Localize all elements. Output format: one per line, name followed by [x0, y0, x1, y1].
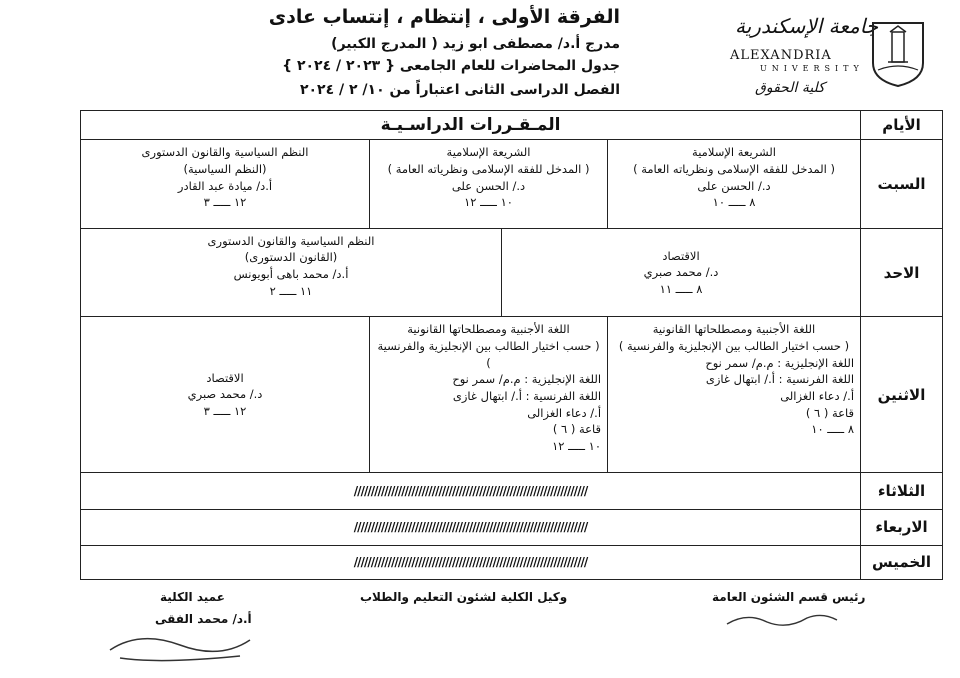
course-name: اللغة الأجنبية ومصطلحاتها القانونية [407, 322, 570, 337]
monday-slot-3 [81, 317, 370, 473]
monday-slot-1 [608, 317, 861, 473]
time: ١٠ ـــــ ١٢ [464, 195, 513, 210]
teacher: أ.د/ ميادة عبد القادر [177, 178, 273, 193]
university-name-english: ALEXANDRIA [730, 48, 832, 63]
time: ٨ ـــــ ١١ [659, 281, 703, 296]
teacher: د./ محمد صبري [643, 265, 719, 280]
time: ٨ ـــــ ١٠ [712, 195, 756, 210]
dean-name: أ.د/ محمد الفقى [155, 612, 252, 626]
course-name: النظم السياسية والقانون الدستورى [207, 233, 375, 248]
hall-line: مدرج أ.د/ مصطفى ابو زيد ( المدرج الكبير) [331, 36, 620, 52]
days-header: الأيام [861, 111, 943, 140]
room: قاعة ( ٦ ) [805, 405, 855, 420]
course-sub: ( حسب اختيار الطالب بين الإنجليزية والفرنسية ) [618, 338, 850, 353]
english-teacher: اللغة الإنجليزية : م.م/ سمر نوح [452, 372, 602, 387]
french-teacher: اللغة الفرنسية : أ./ ابتهال غازى [705, 372, 855, 387]
department-head-title: رئيس قسم الشئون العامة [712, 590, 866, 604]
course-sub: (النظم السياسية) [183, 161, 267, 176]
time: ٨ ـــــ ١٠ [811, 422, 855, 437]
faculty-name: كلية الحقوق [755, 80, 825, 96]
vice-dean-title: وكيل الكلية لشئون التعليم والطلاب [360, 590, 568, 604]
course-sub: ( المدخل للفقه الإسلامى ونظرياته العامة ) [387, 161, 590, 176]
course-name: الشريعة الإسلامية [446, 145, 531, 160]
day-monday: الاثنين [861, 317, 943, 473]
french-teacher-2: أ./ دعاء الغزالى [780, 388, 855, 403]
course-name: الاقتصاد [206, 370, 244, 385]
teacher: د./ الحسن على [451, 178, 526, 193]
dean-signature-icon [100, 620, 260, 668]
room: قاعة ( ٦ ) [552, 422, 602, 437]
course-sub: ( المدخل للفقه الإسلامى ونظرياته العامة ) [633, 161, 835, 176]
teacher: د./ الحسن على [697, 178, 771, 193]
semester-line: الفصل الدراسى الثانى اعتباراً من ١٠/ ٢ / ٢٠٢٤ [299, 82, 620, 98]
time: ١٠ ـــــ ١٢ [552, 439, 602, 453]
schedule-table [80, 110, 943, 580]
wednesday-empty: ///////////////////////////////////////////////////////////////////// [81, 509, 861, 545]
academic-year-line: جدول المحاضرات للعام الجامعى { ٢٠٢٣ / ٢٠٢٤ } [282, 58, 620, 74]
saturday-slot-2 [370, 140, 608, 229]
tuesday-empty: ///////////////////////////////////////////////////////////////////// [81, 473, 861, 509]
saturday-slot-3 [81, 140, 370, 229]
french-teacher-2: أ./ دعاء الغزالى [527, 405, 602, 420]
monday-slot-2 [370, 317, 608, 473]
university-subtitle: UNIVERSITY [760, 64, 864, 73]
university-name-arabic: جامعة الإسكندرية [735, 14, 879, 38]
time: ١٢ ـــــ ٣ [203, 404, 247, 419]
course-name: النظم السياسية والقانون الدستورى [141, 145, 309, 160]
day-saturday: السبت [861, 140, 943, 229]
time: ١٢ ـــــ ٣ [203, 195, 247, 210]
day-thursday: الخميس [861, 545, 943, 579]
page-title: الفرقة الأولى ، إنتظام ، إنتساب عادى [268, 6, 620, 28]
day-wednesday: الاربعاء [861, 509, 943, 545]
english-teacher: اللغة الإنجليزية : م.م/ سمر نوح [705, 355, 855, 370]
teacher: د./ محمد صبري [187, 387, 263, 402]
course-name: الاقتصاد [662, 248, 700, 263]
time: ١١ ـــــ ٢ [269, 283, 313, 298]
course-name: الشريعة الإسلامية [692, 145, 776, 160]
course-sub: ( حسب اختيار الطالب بين الإنجليزية والفرنسية ) [377, 338, 600, 370]
sunday-slot-1 [502, 228, 861, 317]
department-head-signature-icon [722, 606, 842, 632]
saturday-slot-1 [608, 140, 861, 229]
thursday-empty: ///////////////////////////////////////////////////////////////////// [81, 545, 861, 579]
university-emblem-icon [868, 18, 928, 88]
course-name: اللغة الأجنبية ومصطلحاتها القانونية [652, 322, 816, 337]
course-sub: (القانون الدستورى) [244, 250, 338, 265]
teacher: أ.د/ محمد باهى أبويونس [233, 267, 349, 282]
courses-header: المـقـررات الدراسـيـة [81, 111, 861, 140]
french-teacher: اللغة الفرنسية : أ./ ابتهال غازى [452, 388, 602, 403]
day-tuesday: الثلاثاء [861, 473, 943, 509]
sunday-slot-2 [81, 228, 502, 317]
dean-title: عميد الكلية [160, 590, 225, 604]
day-sunday: الاحد [861, 228, 943, 317]
